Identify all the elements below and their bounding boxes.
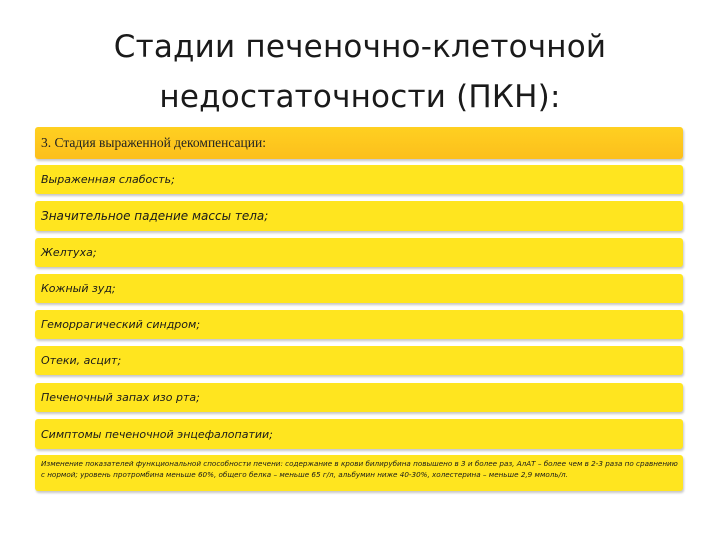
list-item: Значительное падение массы тела; — [35, 201, 683, 231]
slide-title — [0, 22, 720, 122]
stage-heading: 3. Стадия выраженной декомпенсации: — [35, 127, 683, 159]
list-item: Геморрагический синдром; — [35, 310, 683, 339]
list-item: Отеки, асцит; — [35, 346, 683, 375]
list-item: Симптомы печеночной энцефалопатии; — [35, 419, 683, 449]
list-item: Печеночный запах изо рта; — [35, 383, 683, 412]
slide-title-line-2: недостаточности (ПКН): — [159, 79, 561, 115]
list-item: Кожный зуд; — [35, 274, 683, 303]
slide-title-line-1: Стадии печеночно-клеточной — [113, 29, 607, 65]
list-item: Выраженная слабость; — [35, 165, 683, 194]
list-item-lab-findings: Изменение показателей функциональной способности печени: содержание в крови билирубина повышено в 3 и более раз, АлАТ – более чем в 2-3 раза по сравнению с нормой; уровень протромбина меньше 60%, общего белка – меньше 65 г/л, альбумин ниже 40-30%, холестерина – меньше 2,9 ммоль/л. — [35, 455, 683, 491]
list-item: Желтуха; — [35, 238, 683, 267]
